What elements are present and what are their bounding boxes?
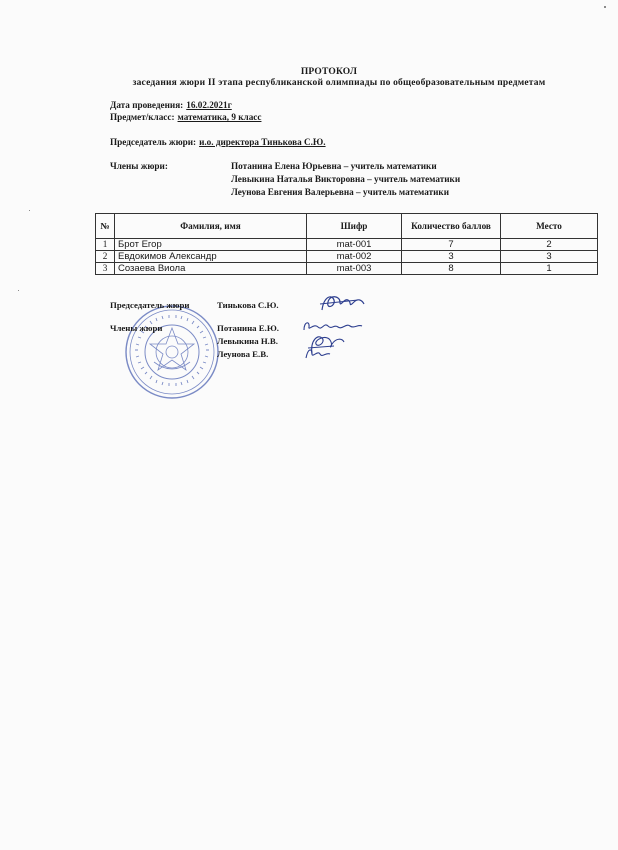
date-value: 16.02.2021г (186, 100, 232, 110)
chair-signature-name: Тинькова С.Ю. (217, 300, 279, 310)
member-line-2: Левыкина Наталья Викторовна – учитель математики (231, 174, 461, 184)
document-subtitle: заседания жюри II этапа республиканской олимпиады по общеобразовательным предметам (132, 78, 546, 88)
chair-label: Председатель жюри: (110, 137, 197, 147)
scan-speck (604, 6, 606, 8)
col-score-header: Количество баллов (402, 214, 501, 239)
chair-value: и.о. директора Тинькова С.Ю. (199, 137, 326, 147)
col-name-header: Фамилия, имя (115, 214, 307, 239)
members-label: Члены жюри: (110, 161, 168, 171)
student-name: Брот Егор (115, 239, 307, 251)
subject-line (110, 112, 261, 122)
members-signature-label: Члены жюри (110, 323, 163, 333)
student-name: Евдокимов Александр (115, 251, 307, 263)
row-number: 2 (96, 251, 115, 263)
member-line-3: Леунова Евгения Валерьевна – учитель математики (231, 187, 449, 197)
student-code: mat-001 (307, 239, 402, 251)
subject-value: математика, 9 класс (177, 112, 262, 122)
member-signature-name-3: Леунова Е.В. (217, 349, 269, 359)
member-line-1: Потанина Елена Юрьевна – учитель математики (231, 161, 437, 171)
chair-signature-label: Председатель жюри (110, 300, 190, 310)
table-header-row (96, 214, 598, 239)
student-score: 3 (402, 251, 501, 263)
chair-line (110, 137, 326, 147)
col-number-header: № (96, 214, 115, 239)
student-code: mat-003 (307, 263, 402, 275)
table-row (96, 263, 598, 275)
scan-speck (29, 210, 30, 211)
scan-speck (18, 290, 19, 291)
row-number: 1 (96, 239, 115, 251)
subject-label: Предмет/класс: (110, 112, 175, 122)
col-place-header: Место (501, 214, 598, 239)
chair-signature-mark (318, 290, 368, 316)
date-label: Дата проведения: (110, 100, 184, 110)
document-title: ПРОТОКОЛ (300, 67, 358, 77)
student-place: 2 (501, 239, 598, 251)
student-place: 3 (501, 251, 598, 263)
results-table (95, 213, 598, 275)
student-place: 1 (501, 263, 598, 275)
date-line (110, 100, 232, 110)
student-code: mat-002 (307, 251, 402, 263)
member-signature-mark-3 (302, 346, 336, 360)
table-row (96, 251, 598, 263)
student-score: 7 (402, 239, 501, 251)
row-number: 3 (96, 263, 115, 275)
member-signature-name-2: Левыкина Н.В. (217, 336, 278, 346)
table-row (96, 239, 598, 251)
col-code-header: Шифр (307, 214, 402, 239)
member-signature-name-1: Потанина Е.Ю. (217, 323, 279, 333)
official-stamp (124, 304, 220, 400)
student-score: 8 (402, 263, 501, 275)
student-name: Созаева Виола (115, 263, 307, 275)
